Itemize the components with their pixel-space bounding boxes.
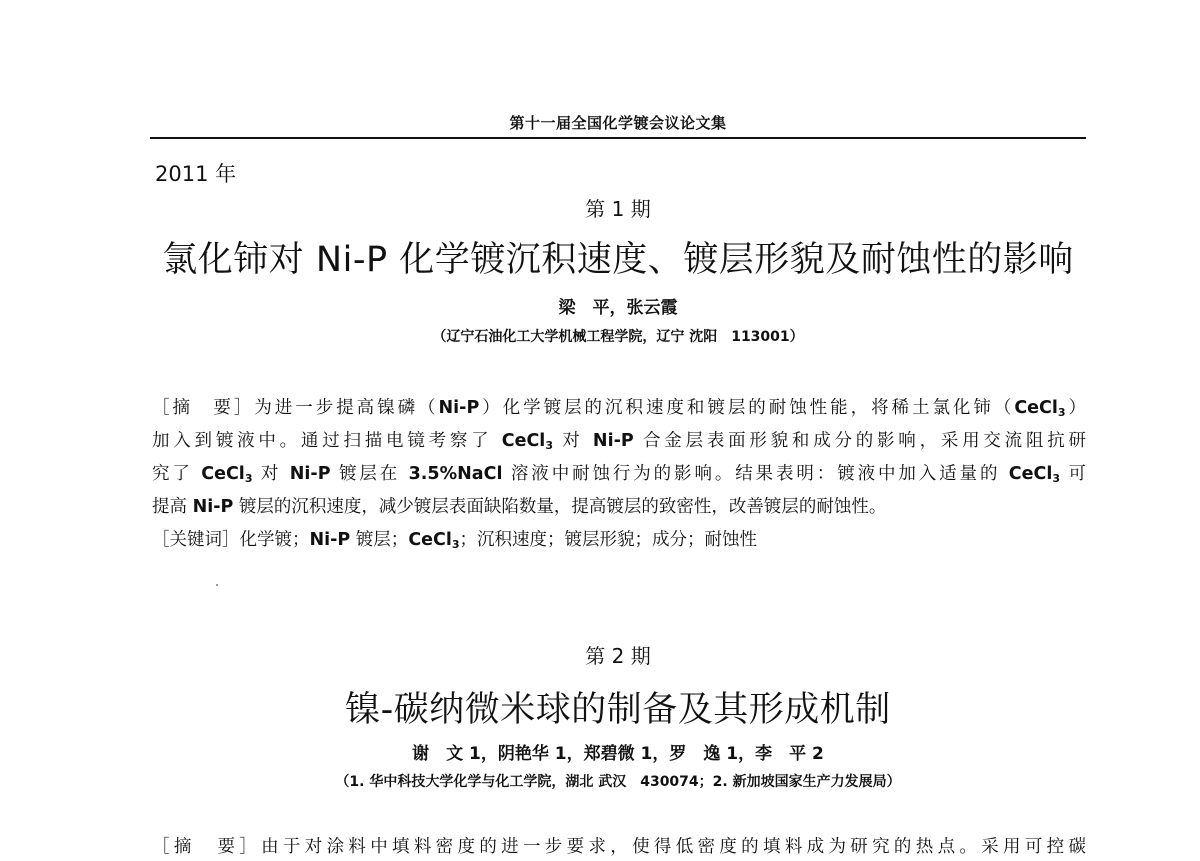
- keywords-line: [152, 529, 1086, 556]
- abstract-line: 究了 CeCl$_3$ 对 Ni-P 镀层在 3.5%NaCl 溶液中耐蚀行为的影响。结果表明：镀液中加入适量的 CeCl$_3$ 可: [152, 464, 1086, 485]
- abstract-line: 提高 Ni-P 镀层的沉积速度，减少镀层表面缺陷数量，提高镀层的致密性，改善镀层的耐蚀性。: [152, 497, 887, 517]
- abstract-text: 为进一步提高镍磷（Ni-P）化学镀层的沉积速度和镀层的耐蚀性能，将稀土氯化铈（CeCl$_3$）: [254, 398, 1087, 419]
- running-header-title: 第十一届全国化学镀会议论文集: [509, 114, 727, 132]
- year-label: 2011 年: [155, 162, 237, 186]
- scan-speck: [216, 584, 218, 586]
- article-title: 氯化铈对 Ni-P 化学镀沉积速度、镀层形貌及耐蚀性的影响: [162, 240, 1074, 280]
- article-authors: 梁 平，张云霞: [558, 298, 678, 318]
- issue-label: 第 2 期: [585, 644, 651, 668]
- abstract-line: 加入到镀液中。通过扫描电镜考察了 CeCl$_3$ 对 Ni-P 合金层表面形貌和成分的影响，采用交流阻抗研: [152, 431, 1086, 452]
- article-authors: 谢 文 1，阴艳华 1，郑碧微 1，罗 逸 1，李 平 2: [412, 744, 824, 764]
- issue-label: 第 1 期: [585, 197, 651, 221]
- article-affiliation: （1. 华中科技大学化学与化工学院，湖北 武汉 430074；2. 新加坡国家生产力发展局）: [335, 774, 901, 790]
- header-rule: [150, 137, 1086, 139]
- abstract-line: [152, 397, 1086, 424]
- article-title: 镍-碳纳微米球的制备及其形成机制: [345, 690, 891, 730]
- abstract-line: [152, 836, 1086, 858]
- keywords-label: ［关键词］: [152, 530, 240, 550]
- keywords-text: 化学镀；Ni-P 镀层；CeCl$_3$；沉积速度；镀层形貌；成分；耐蚀性: [239, 530, 758, 551]
- abstract-text: 由于对涂料中填料密度的进一步要求，使得低密度的填料成为研究的热点。采用可控碳: [261, 837, 1086, 857]
- abstract-label: ［摘 要］: [152, 398, 255, 418]
- article-affiliation: （辽宁石油化工大学机械工程学院，辽宁 沈阳 113001）: [432, 329, 804, 345]
- abstract-label: ［摘 要］: [152, 837, 262, 857]
